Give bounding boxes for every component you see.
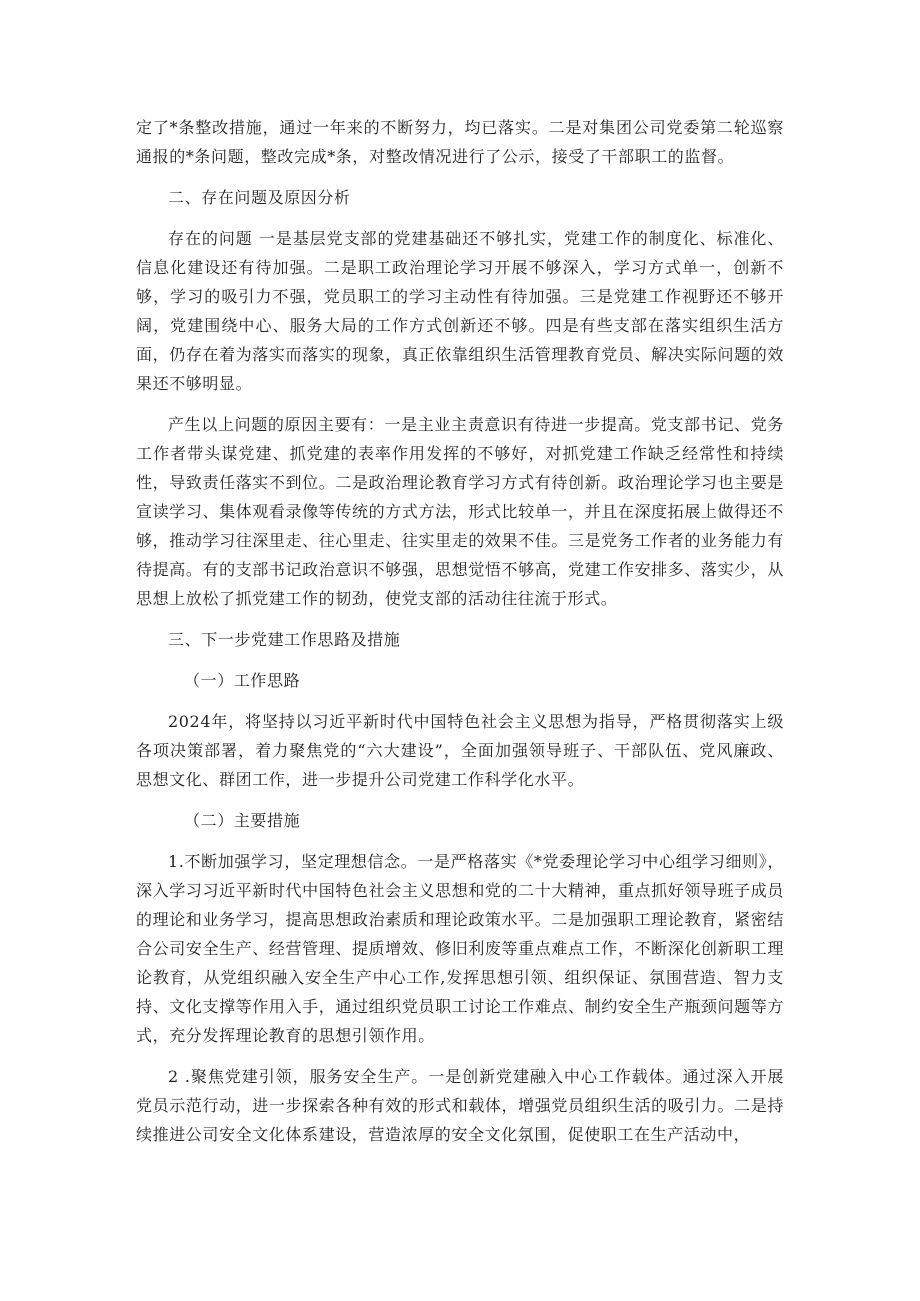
paragraph-work-ideas: 2024年，将坚持以习近平新时代中国特色社会主义思想为指导，严格贯彻落实上级各项决策部署，着力聚焦党的“六大建设”，全面加强领导班子、干部队伍、党风廉政、思想文化、群团工作，进一步提升公司党建工作科学化水平。 (136, 712, 784, 789)
paragraph-problems: 存在的问题 一是基层党支部的党建基础还不够扎实，党建工作的制度化、标准化、信息化建设还有待加强。二是职工政治理论学习开展不够深入，学习方式单一，创新不够，学习的吸引力不强，党员职工的学习主动性有待加强。三是党建工作视野还不够开阔，党建围绕中心、服务大局的工作方式创新还不够。四是有些支部在落实组织生活方面，仍存在着为落实而落实的现象，真正依靠组织生活管理教育党员、解决实际问题的效果还不够明显。 (136, 229, 784, 393)
subheading-work-ideas: （一）工作思路 (184, 671, 301, 690)
paragraph-measure-2: 2 .聚焦党建引领，服务安全生产。一是创新党建融入中心工作载体。通过深入开展党员示范行动，进一步探索各种有效的形式和载体，增强党员组织生活的吸引力。二是持续推进公司安全文化体系建设，营造浓厚的安全文化氛围，促使职工在生产活动中， (136, 1067, 784, 1144)
section-heading-2: 二、存在问题及原因分析 (168, 188, 351, 207)
document-body (136, 113, 784, 1161)
paragraph-measure-1: 1.不断加强学习，坚定理想信念。一是严格落实《*党委理论学习中心组学习细则》，深入学习习近平新时代中国特色社会主义思想和党的二十大精神，重点抓好领导班子成员的理论和业务学习，提高思想政治素质和理论政策水平。二是加强职工理论教育，紧密结合公司安全生产、经营管理、提质增效、修旧利废等重点难点工作，不断深化创新职工理论教育，从党组织融入安全生产中心工作,发挥思想引领、组织保证、氛围营造、智力支持、文化支撑等作用入手，通过组织党员职工讨论工作难点、制约安全生产瓶颈问题等方式，充分发挥理论教育的思想引领作用。 (136, 852, 784, 1045)
paragraph-continuation: 定了*条整改措施，通过一年来的不断努力，均已落实。二是对集团公司党委第二轮巡察通报的*条问题，整改完成*条，对整改情况进行了公示，接受了干部职工的监督。 (136, 118, 784, 166)
paragraph-causes: 产生以上问题的原因主要有：一是主业主责意识有待进一步提高。党支部书记、党务工作者带头谋党建、抓党建的表率作用发挥的不够好，对抓党建工作缺乏经常性和持续性，导致责任落实不到位。二是政治理论教育学习方式有待创新。政治理论学习也主要是宣读学习、集体观看录像等传统的方式方法，形式比较单一，并且在深度拓展上做得还不够，推动学习往深里走、往心里走、往实里走的效果不佳。三是党务工作者的业务能力有待提高。有的支部书记政治意识不够强，思想觉悟不够高，党建工作安排多、落实少，从思想上放松了抓党建工作的韧劲，使党支部的活动往往流于形式。 (136, 415, 784, 608)
section-heading-3: 三、下一步党建工作思路及措施 (168, 630, 401, 649)
subheading-main-measures: （二）主要措施 (184, 811, 301, 830)
